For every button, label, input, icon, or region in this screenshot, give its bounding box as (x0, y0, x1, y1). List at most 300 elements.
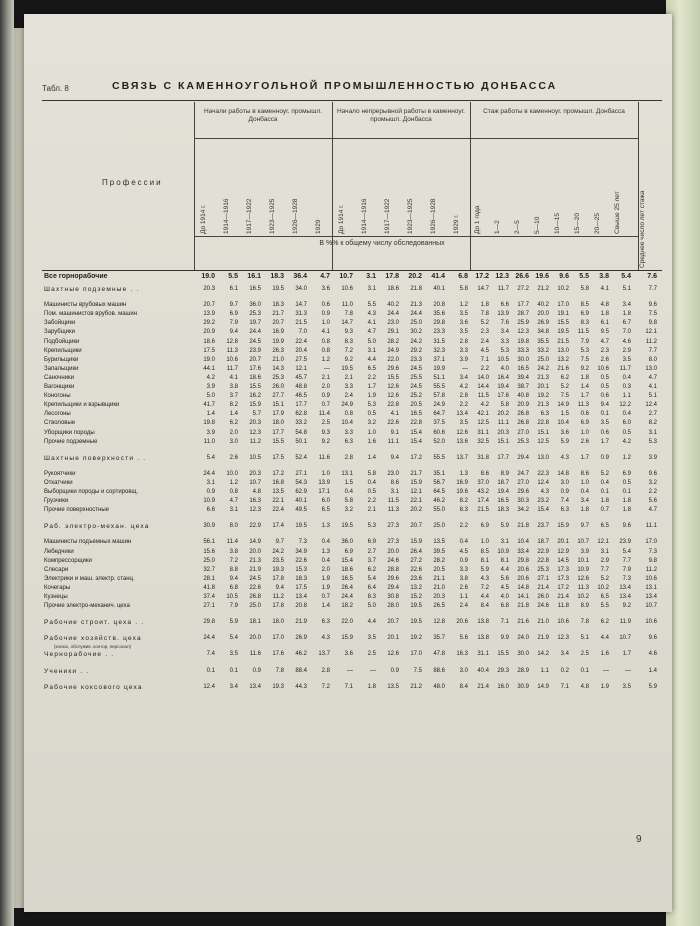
cell-value: 7.0 (622, 329, 631, 336)
table-row (42, 522, 662, 531)
table-row (42, 506, 662, 515)
cell-value: 14.9 (249, 539, 261, 546)
cell-value: 7.0 (298, 329, 307, 336)
cell-value: 6.9 (367, 539, 376, 546)
row-label: Вагонщики (44, 384, 75, 390)
cell-value: 7.1 (560, 683, 569, 690)
cell-value: 0.4 (321, 539, 330, 546)
cell-value: 1.0 (480, 539, 489, 546)
cell-value: 25.0 (249, 603, 261, 610)
cell-value: 18.3 (295, 575, 307, 582)
cell-value: 21.7 (410, 470, 422, 477)
cell-value: 2.7 (367, 548, 376, 555)
table-row (42, 374, 662, 383)
table-row (42, 401, 662, 410)
cell-value: 29.6 (387, 365, 399, 372)
cell-value: 8.6 (480, 470, 489, 477)
cell-value: 13.1 (341, 470, 353, 477)
cell-value: 0.6 (600, 393, 609, 400)
cell-value: 0.9 (206, 489, 215, 495)
cell-value: 7.5 (413, 667, 422, 674)
cell-value: 6.5 (367, 365, 376, 372)
cell-value: 20.3 (249, 420, 261, 427)
row-label: Рабочие коксового цеха (44, 683, 143, 691)
cell-value: 12.6 (387, 651, 399, 658)
cell-value: 0.7 (600, 507, 609, 514)
column-label: До 1914 г. (200, 204, 207, 234)
cell-value: 34.8 (537, 329, 549, 336)
cell-value: 0.8 (229, 489, 238, 495)
cell-value: 11.3 (387, 507, 399, 514)
cell-value: 10.9 (497, 548, 509, 555)
cell-value: 2.1 (321, 374, 330, 381)
cell-value: 46.2 (433, 498, 445, 505)
cell-value: 20.1 (387, 635, 399, 642)
cell-value: 27.3 (387, 523, 399, 530)
cell-value: 15.1 (537, 429, 549, 436)
cell-value: 35.6 (433, 311, 445, 318)
cell-value: 4.3 (367, 311, 376, 318)
cell-value: 4.5 (500, 584, 509, 591)
cell-value: 17.6 (249, 365, 261, 372)
cell-value: 4.2 (622, 438, 631, 445)
cell-value: 19.2 (537, 393, 549, 400)
cell-value: 1.8 (480, 302, 489, 309)
row-label: Выборщики породы и сортировщ. (44, 489, 139, 495)
cell-value: 30.9 (517, 683, 529, 690)
table-row (42, 667, 662, 676)
cell-value: 20.1 (557, 539, 569, 546)
cell-value: 13.6 (456, 438, 468, 445)
cell-value: 30.2 (410, 329, 422, 336)
row-label: Пом. машинистов врубов. машин (44, 311, 138, 318)
cell-value: 7.1 (480, 356, 489, 363)
cell-value: 19.8 (517, 338, 529, 345)
cell-value: 31.1 (477, 651, 489, 658)
cell-value: 8.6 (390, 479, 399, 486)
cell-value: 21.5 (295, 320, 307, 327)
cell-value: 21.9 (249, 566, 261, 573)
cell-value: 20.0 (387, 548, 399, 555)
cell-value: 14.4 (477, 384, 489, 390)
cell-value: 26.9 (537, 320, 549, 327)
cell-value: — (324, 365, 330, 372)
cell-value: 8.2 (648, 420, 657, 427)
cell-value: 26.8 (249, 594, 261, 600)
cell-value: 5.8 (367, 470, 376, 477)
cell-value: 13.0 (557, 347, 569, 354)
cell-value: 19.5 (295, 523, 307, 530)
cell-value: 28.1 (203, 575, 215, 582)
cell-value: 24.5 (249, 575, 261, 582)
cell-value: 0.5 (600, 374, 609, 381)
cell-value: 12.9 (557, 548, 569, 555)
cell-value: 13.4 (619, 594, 631, 600)
cell-value: 12.3 (249, 429, 261, 436)
cell-value: 3.3 (344, 429, 353, 436)
cell-value: 17.3 (557, 575, 569, 582)
cell-value: 21.2 (410, 683, 422, 690)
cell-value: 16.9 (456, 479, 468, 486)
table-row (42, 470, 662, 479)
cell-value: 12.1 (410, 489, 422, 495)
cell-value: 20.7 (249, 356, 261, 363)
cell-value: 20.0 (249, 548, 261, 555)
cell-value: 25.3 (517, 438, 529, 445)
row-label: Лебедчики (44, 548, 74, 555)
cell-value: 28.0 (387, 603, 399, 610)
row-label: Кузнецы (44, 594, 68, 600)
cell-value: 47.8 (433, 651, 445, 658)
cell-value: 21.5 (477, 507, 489, 514)
cell-value: 6.9 (622, 470, 631, 477)
cell-value: 4.1 (390, 411, 399, 418)
cell-value: 2.2 (648, 489, 657, 495)
cell-value: 4.4 (367, 356, 376, 363)
cell-value: 36.4 (293, 273, 307, 280)
cell-value: 18.6 (387, 286, 399, 292)
cell-value: 0.6 (321, 302, 330, 309)
cell-value: 9.2 (321, 438, 330, 445)
table-row (42, 438, 662, 447)
cell-value: 22.8 (537, 557, 549, 564)
cell-value: 35.5 (537, 338, 549, 345)
cell-value: 11.4 (318, 411, 330, 418)
cell-value: 14.2 (537, 651, 549, 658)
cell-value: 3.6 (560, 429, 569, 436)
table-row (42, 479, 662, 488)
cell-value: 41.8 (203, 584, 215, 591)
table-row (42, 347, 662, 356)
cell-value: 23.9 (619, 539, 631, 546)
cell-value: 11.7 (497, 286, 509, 292)
cell-value: 17.2 (272, 470, 284, 477)
cell-value: 5.4 (206, 454, 215, 461)
cell-value: 2.2 (367, 374, 376, 381)
cell-value: 0.4 (622, 411, 631, 418)
cell-value: 6.1 (600, 320, 609, 327)
cell-value: 6.8 (500, 603, 509, 610)
cell-value: 1.4 (206, 411, 215, 418)
cell-value: 14.8 (557, 470, 569, 477)
row-label: Грузчики (44, 498, 69, 505)
cell-value: 5.4 (622, 548, 631, 555)
cell-value: 14.7 (295, 302, 307, 309)
cell-value: 6.0 (321, 498, 330, 505)
cell-value: 4.0 (500, 594, 509, 600)
cell-value: 7.5 (560, 393, 569, 400)
column-label: Свыше 25 лет (614, 191, 621, 234)
cell-value: 13.1 (645, 584, 657, 591)
cell-value: 5.0 (367, 338, 376, 345)
cell-value: 5.3 (500, 347, 509, 354)
cell-value: 4.1 (648, 384, 657, 390)
cell-value: 15.4 (341, 557, 353, 564)
cell-value: 2.6 (229, 454, 238, 461)
cell-value: 21.9 (295, 619, 307, 626)
cell-value: 26.9 (295, 635, 307, 642)
cell-value: 29.8 (433, 320, 445, 327)
cell-value: 7.2 (321, 683, 330, 690)
table-row (42, 310, 662, 319)
cell-value: 9.4 (229, 575, 238, 582)
cell-value: 24.6 (537, 603, 549, 610)
cell-value: 4.7 (367, 329, 376, 336)
cell-value: 37.0 (477, 479, 489, 486)
table-row (42, 548, 662, 557)
cell-value: 19.5 (557, 329, 569, 336)
cell-value: 13.0 (537, 454, 549, 461)
cell-value: 5.5 (228, 273, 238, 280)
cell-value: 37.1 (433, 356, 445, 363)
cell-value: 7.7 (622, 557, 631, 564)
cell-value: 3.5 (459, 311, 468, 318)
cell-value: 28.2 (433, 557, 445, 564)
cell-value: 40.1 (295, 498, 307, 505)
cell-value: 9.6 (622, 523, 631, 530)
cell-value: 0.8 (344, 411, 353, 418)
cell-value: 1.8 (622, 498, 631, 505)
cell-value: 11.7 (619, 365, 631, 372)
cell-value: 1.7 (600, 438, 609, 445)
cell-value: 2.4 (480, 338, 489, 345)
cell-value: 0.6 (580, 411, 589, 418)
cell-value: 24.9 (387, 347, 399, 354)
cell-value: 21.8 (410, 286, 422, 292)
cell-value: 0.5 (367, 411, 376, 418)
cell-value: 34.2 (517, 507, 529, 514)
cell-value: 24.4 (410, 311, 422, 318)
cell-value: 5.3 (367, 523, 376, 530)
cell-value: 3.1 (367, 286, 376, 292)
column-headers (42, 102, 662, 271)
cell-value: 14.3 (272, 365, 284, 372)
row-label: Забойщики (44, 320, 76, 327)
cell-value: 2.9 (622, 347, 631, 354)
cell-value: 3.1 (600, 548, 609, 555)
cell-value: 29.2 (203, 320, 215, 327)
cell-value: 25.5 (410, 374, 422, 381)
row-label: Откатчики (44, 479, 73, 486)
cell-value: 11.3 (577, 402, 589, 409)
cell-value: 3.9 (648, 454, 657, 461)
spacer-row (42, 515, 662, 522)
cell-value: 13.4 (295, 594, 307, 600)
cell-value: 9.4 (390, 454, 399, 461)
cell-value: 17.0 (272, 635, 284, 642)
cell-value: 8.3 (367, 594, 376, 600)
cell-value: 4.7 (648, 507, 657, 514)
row-label: Чернорабочие . . (44, 651, 115, 659)
table-row (42, 328, 662, 337)
cell-value: 5.3 (648, 438, 657, 445)
cell-value: 40.4 (477, 667, 489, 674)
table-row (42, 272, 662, 285)
cell-value: 6.3 (321, 619, 330, 626)
cell-value: 11.6 (318, 454, 330, 461)
table-row (42, 497, 662, 506)
cell-value: 29.8 (203, 619, 215, 626)
cell-value: 10.9 (577, 566, 589, 573)
cell-value: 3.8 (599, 273, 609, 280)
cell-value: 4.4 (480, 594, 489, 600)
cell-value: 39.5 (433, 548, 445, 555)
cell-value: 4.4 (367, 619, 376, 626)
cell-value: 3.4 (229, 683, 238, 690)
cell-value: 22.4 (272, 507, 284, 514)
cell-value: 0.1 (622, 489, 631, 495)
cell-value: 3.1 (648, 429, 657, 436)
cell-value: 17.0 (557, 302, 569, 309)
cell-value: 13.2 (557, 356, 569, 363)
row-label: Рабочие строит. цеха . . (44, 619, 145, 627)
cell-value: 24.4 (249, 329, 261, 336)
cell-value: 3.4 (459, 374, 468, 381)
cell-value: 10.5 (249, 454, 261, 461)
cell-value: 3.9 (580, 548, 589, 555)
cell-value: 20.3 (203, 286, 215, 292)
cell-value: 29.6 (387, 575, 399, 582)
cell-value: 5.7 (252, 411, 261, 418)
cell-value: 11.8 (557, 603, 569, 610)
spacer-row (42, 643, 662, 650)
cell-value: 1.0 (367, 429, 376, 436)
professions-header: Профессии (102, 178, 163, 187)
cell-value: 8.3 (459, 507, 468, 514)
cell-value: 17.7 (517, 302, 529, 309)
cell-value: 12.3 (249, 507, 261, 514)
cell-value: 21.8 (517, 523, 529, 530)
cell-value: 52.0 (433, 438, 445, 445)
avg-label: Среднее число лет стажа (639, 190, 646, 268)
cell-value: 20.6 (517, 575, 529, 582)
cell-value: 5.6 (648, 498, 657, 505)
cell-value: 0.1 (229, 667, 238, 674)
row-label: Зарубщики (44, 329, 75, 336)
cell-value: 10.4 (517, 539, 529, 546)
cell-value: 0.7 (321, 402, 330, 409)
cell-value: 2.5 (367, 651, 376, 658)
cell-value: 3.1 (366, 273, 376, 280)
row-label: Компрессорщики (44, 557, 92, 564)
cell-value: 5.1 (580, 635, 589, 642)
cell-value: 17.5 (203, 347, 215, 354)
column-label: 1926—1928 (292, 198, 299, 234)
cell-value: 20.7 (410, 523, 422, 530)
cell-value: 3.1 (229, 507, 238, 514)
cell-value: 17.9 (272, 411, 284, 418)
cell-value: 4.1 (600, 286, 609, 292)
cell-value: 6.2 (229, 420, 238, 427)
cell-value: 0.4 (622, 374, 631, 381)
cell-value: 10.7 (339, 273, 353, 280)
cell-value: 19.5 (341, 365, 353, 372)
cell-value: 1.7 (580, 393, 589, 400)
cell-value: 29.1 (387, 329, 399, 336)
table-row (42, 602, 662, 611)
row-label: Машинисты подъемных машин (44, 539, 132, 546)
cell-value: 3.5 (459, 420, 468, 427)
cell-value: 0.9 (321, 311, 330, 318)
cell-value: 41.4 (431, 273, 445, 280)
table-row (42, 319, 662, 328)
cell-value: 3.2 (367, 420, 376, 427)
cell-value: 21.1 (433, 575, 445, 582)
cell-value: — (370, 667, 376, 674)
cell-value: 7.5 (648, 311, 657, 318)
cell-value: 3.4 (500, 329, 509, 336)
cell-value: 19.3 (272, 566, 284, 573)
cell-value: 11.1 (497, 420, 509, 427)
cell-value: 1.3 (321, 548, 330, 555)
cell-value: — (603, 667, 609, 674)
group-title-seniority: Стаж работы в каменноуг. промышл. Донбасса (483, 108, 625, 115)
cell-value: 10.7 (249, 479, 261, 486)
cell-value: 25.0 (537, 356, 549, 363)
cell-value: 12.1 (645, 329, 657, 336)
cell-value: 10.5 (226, 594, 238, 600)
cell-value: 54.8 (295, 429, 307, 436)
cell-value: 17.3 (557, 566, 569, 573)
cell-value: 5.2 (560, 384, 569, 390)
cell-value: 2.0 (321, 566, 330, 573)
row-label: Уборщики породы (44, 429, 95, 436)
cell-value: 18.7 (497, 479, 509, 486)
cell-value: 12.3 (557, 635, 569, 642)
cell-value: 6.3 (560, 507, 569, 514)
cell-value: 3.5 (622, 356, 631, 363)
cell-value: 56.1 (203, 539, 215, 546)
cell-value: 28.2 (387, 338, 399, 345)
cell-value: 20.0 (537, 311, 549, 318)
cell-value: 0.1 (206, 667, 215, 674)
table-row (42, 392, 662, 401)
cell-value: 8.0 (229, 523, 238, 530)
cell-value: 31.1 (477, 429, 489, 436)
cell-value: 2.8 (459, 338, 468, 345)
cell-value: 19.9 (433, 365, 445, 372)
cell-value: 3.6 (459, 320, 468, 327)
cell-value: 13.9 (203, 311, 215, 318)
cell-value: 16.5 (341, 575, 353, 582)
cell-value: 11.2 (249, 438, 261, 445)
cell-value: 4.4 (500, 566, 509, 573)
cell-value: 16.1 (247, 273, 261, 280)
cell-value: 33.4 (517, 548, 529, 555)
cell-value: 19.0 (201, 273, 215, 280)
cell-value: 17.5 (272, 454, 284, 461)
cell-value: 10.6 (645, 575, 657, 582)
row-label: Все горнорабочие (44, 273, 108, 280)
cell-value: 3.7 (229, 393, 238, 400)
cell-value: 7.9 (229, 603, 238, 610)
cell-value: 2.7 (648, 411, 657, 418)
cell-value: 38.7 (517, 384, 529, 390)
cell-value: 7.8 (580, 619, 589, 626)
cell-value: 21.3 (410, 302, 422, 309)
cell-value: 28.7 (517, 311, 529, 318)
table-row (42, 634, 662, 650)
cell-value: 15.5 (272, 438, 284, 445)
cell-value: 20.6 (517, 566, 529, 573)
cell-value: 0.4 (344, 489, 353, 495)
cell-value: 0.6 (600, 429, 609, 436)
cell-value: 88.6 (433, 667, 445, 674)
cell-value: 0.1 (600, 489, 609, 495)
cell-value: 1.5 (344, 479, 353, 486)
cell-value: 5.4 (367, 575, 376, 582)
cell-value: 1.9 (367, 393, 376, 400)
